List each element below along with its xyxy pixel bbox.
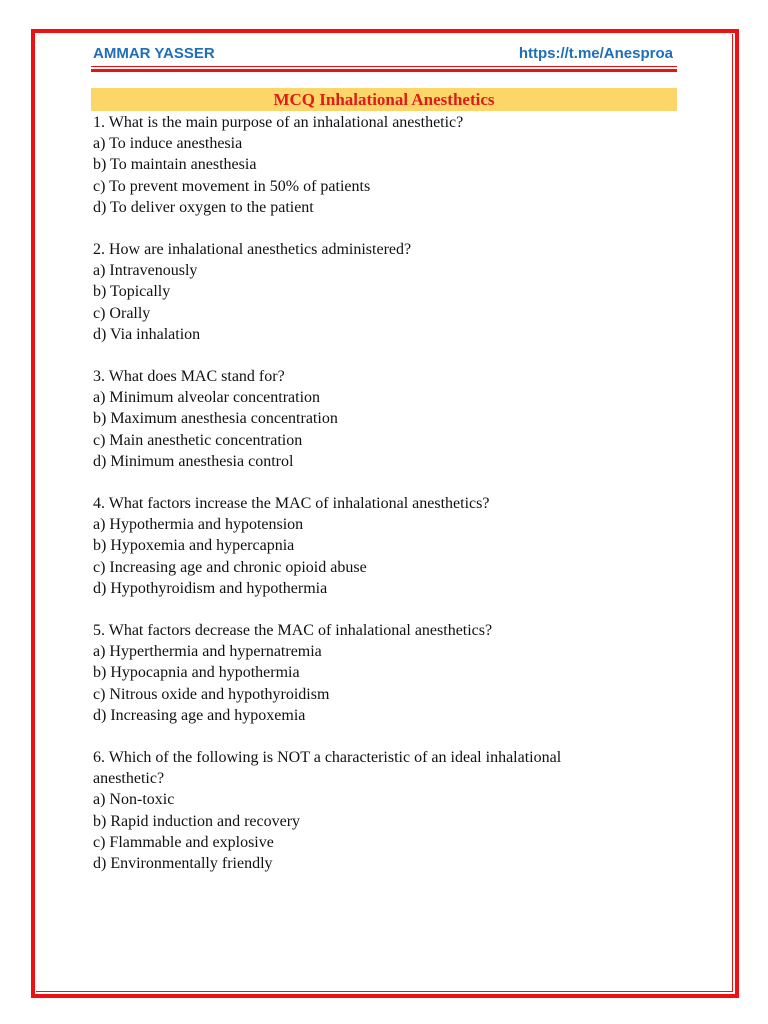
question-text: 4. What factors increase the MAC of inhalational anesthetics? — [93, 495, 490, 513]
question-3 — [93, 366, 673, 472]
question-text: 5. What factors decrease the MAC of inhalational anesthetics? — [93, 622, 493, 640]
option-a: a) Minimum alveolar concentration — [93, 389, 321, 407]
option-c: c) Orally — [93, 304, 151, 322]
question-text: 2. How are inhalational anesthetics administered? — [93, 241, 412, 259]
option-d: d) Hypothyroidism and hypothermia — [93, 579, 328, 597]
option-c: c) Main anesthetic concentration — [93, 431, 303, 449]
option-d: d) Minimum anesthesia control — [93, 452, 294, 470]
option-c: c) Increasing age and chronic opioid abuse — [93, 558, 367, 576]
question-text: 3. What does MAC stand for? — [93, 368, 285, 386]
question-6 — [93, 747, 673, 874]
option-d: d) Increasing age and hypoxemia — [93, 706, 306, 724]
question-1 — [93, 112, 673, 218]
header-author: AMMAR YASSER — [93, 45, 215, 62]
question-text: 1. What is the main purpose of an inhalational anesthetic? — [93, 114, 464, 131]
question-5 — [93, 620, 673, 726]
option-c: c) Nitrous oxide and hypothyroidism — [93, 685, 330, 703]
option-b: b) Hypoxemia and hypercapnia — [93, 537, 295, 555]
question-2 — [93, 239, 673, 345]
option-a: a) Intravenously — [93, 262, 198, 280]
option-b: b) Hypocapnia and hypothermia — [93, 664, 300, 682]
option-a: a) Hypothermia and hypotension — [93, 516, 304, 534]
option-b: b) Topically — [93, 283, 171, 301]
header-link[interactable]: https://t.me/Anesproa — [518, 45, 673, 62]
header-rule-thin — [91, 66, 677, 67]
option-b: b) Maximum anesthesia concentration — [93, 410, 338, 428]
question-4 — [93, 493, 673, 599]
page-header — [93, 44, 673, 64]
option-d: d) Environmentally friendly — [93, 855, 273, 873]
option-a: a) To induce anesthesia — [93, 135, 243, 153]
header-rule-thick — [91, 69, 677, 72]
option-b: b) To maintain anesthesia — [93, 156, 257, 174]
option-b: b) Rapid induction and recovery — [93, 812, 301, 830]
option-c: c) To prevent movement in 50% of patients — [93, 177, 371, 195]
question-text: 6. Which of the following is NOT a characteristic of an ideal inhalational anesthetic? — [93, 749, 562, 788]
option-d: d) Via inhalation — [93, 325, 201, 343]
question-list — [93, 112, 673, 895]
document-title: MCQ Inhalational Anesthetics — [91, 88, 677, 111]
option-a: a) Hyperthermia and hypernatremia — [93, 643, 322, 661]
option-d: d) To deliver oxygen to the patient — [93, 198, 314, 216]
option-c: c) Flammable and explosive — [93, 833, 274, 851]
option-a: a) Non-toxic — [93, 791, 175, 809]
